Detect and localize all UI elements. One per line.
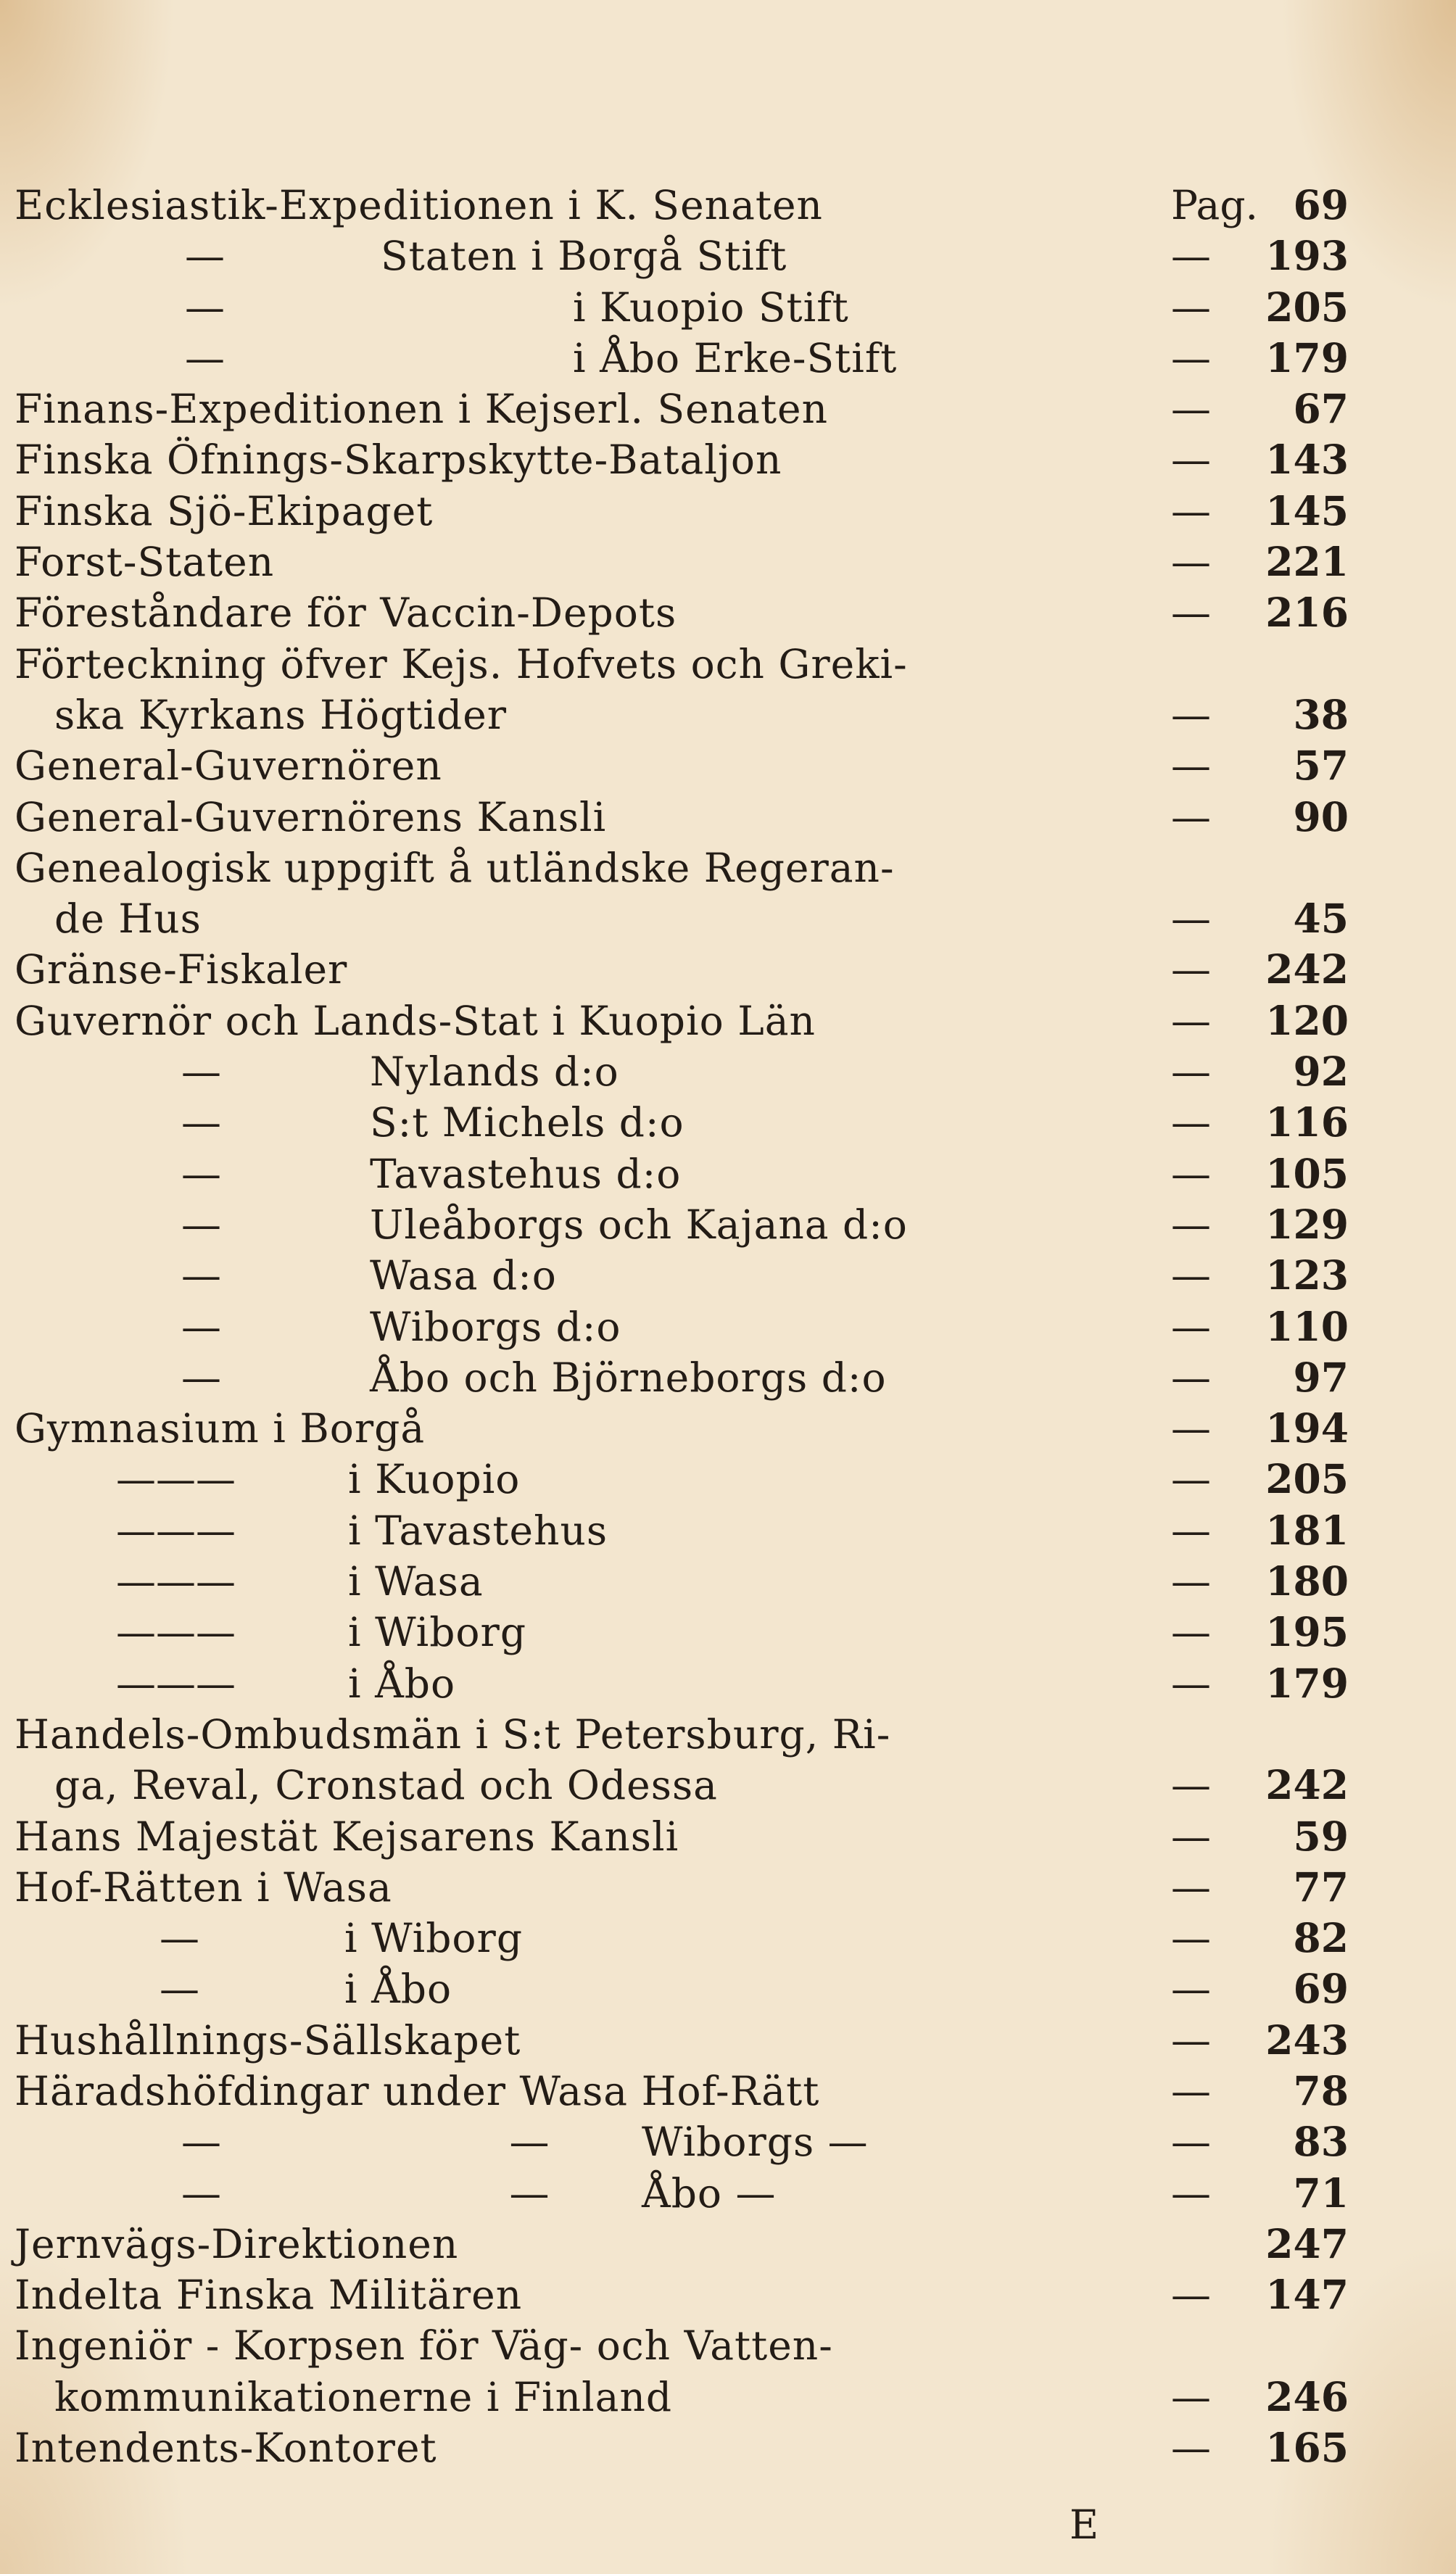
- entry-text: General-Guvernörens Kansli: [15, 793, 607, 840]
- index-entry: [15, 537, 1443, 587]
- entry-label: [348, 1505, 608, 1556]
- entry-text: Finska Öfnings-Skarpskytte-Bataljon: [15, 436, 782, 484]
- page-number: 165: [1265, 2424, 1349, 2472]
- page-ditto-dash: —: [1171, 742, 1211, 790]
- entry-label: [15, 2015, 521, 2066]
- index-entry: [15, 1862, 1443, 1913]
- entry-text: Åbo —: [642, 2169, 777, 2217]
- index-entry: [15, 792, 1443, 843]
- entry-label: [348, 1556, 484, 1607]
- entry-label: [370, 1149, 681, 1199]
- index-entry: [15, 2015, 1443, 2066]
- index-entry: [15, 384, 1443, 434]
- entry-label: [370, 1352, 887, 1403]
- entry-label: [15, 740, 442, 791]
- page-number: 243: [1265, 2016, 1349, 2064]
- entry-text: General-Guvernören: [15, 742, 442, 790]
- index-entry: [15, 2422, 1443, 2473]
- page-ditto-dash: —: [1171, 946, 1211, 993]
- index-entry: [15, 1403, 1443, 1454]
- entry-text: Häradshöfdingar under Wasa Hof-Rätt: [15, 2067, 820, 2114]
- entry-label: [348, 1454, 520, 1505]
- page-number: 147: [1265, 2271, 1349, 2319]
- entry-text: Indelta Finska Militären: [15, 2272, 523, 2319]
- entry-label: [15, 587, 677, 638]
- page-number: 110: [1265, 1302, 1349, 1350]
- entry-text: i Kuopio Stift: [573, 284, 849, 331]
- index-entry: [15, 2168, 1443, 2219]
- page-number: 82: [1293, 1914, 1349, 1962]
- page-ditto-dash: —: [1171, 895, 1211, 943]
- entry-text: Forst-Staten: [15, 539, 275, 586]
- page-ditto-dash: —: [1171, 691, 1211, 738]
- index-entry: [15, 333, 1443, 384]
- entry-label: [15, 2269, 522, 2320]
- entry-text-continued: ga, Reval, Cronstad och Odessa: [54, 1762, 718, 1809]
- entry-label: [15, 2219, 458, 2269]
- index-entry: [15, 2116, 1443, 2167]
- page-ditto-dash: —: [1171, 2169, 1211, 2217]
- page-number: 143: [1265, 436, 1349, 484]
- index-entry: [15, 1097, 1443, 1148]
- index-entry: [15, 282, 1443, 333]
- index-entry: [15, 1658, 1443, 1709]
- index-entry: [15, 1046, 1443, 1097]
- entry-text: Handels-Ombudsmän i S:t Petersburg, Ri-: [15, 1710, 891, 1758]
- index-entry: [15, 1607, 1443, 1658]
- index-entry: [15, 486, 1443, 537]
- ditto-dash: —: [181, 1150, 221, 1197]
- entry-text-continued: ska Kyrkans Högtider: [54, 691, 508, 738]
- index-entry: [15, 180, 1443, 231]
- index-entry: [15, 1913, 1443, 1963]
- ditto-dash: —: [185, 233, 225, 280]
- index-entry: [15, 1556, 1443, 1607]
- page-ditto-dash: —: [1171, 2119, 1211, 2166]
- entry-label: [15, 1403, 425, 1454]
- page-ditto-dash: —: [1171, 589, 1211, 637]
- entry-label: [381, 231, 787, 281]
- entry-label: [15, 944, 347, 995]
- page-number: 194: [1265, 1404, 1349, 1452]
- page-number: 105: [1265, 1149, 1349, 1197]
- entry-label: [15, 2422, 437, 2473]
- page-number: 78: [1293, 2066, 1349, 2114]
- entry-text: Hof-Rätten i Wasa: [15, 1863, 392, 1911]
- entry-text: Förteckning öfver Kejs. Hofvets och Greki-: [15, 640, 908, 687]
- ditto-dash: —: [181, 1201, 221, 1248]
- ditto-dash: —: [181, 1354, 221, 1401]
- entry-text-continued: kommunikationerne i Finland: [54, 2373, 673, 2420]
- signature-mark: E: [1070, 2501, 1099, 2548]
- page-ditto-dash: —: [1171, 2373, 1211, 2420]
- page-number: 69: [1293, 181, 1349, 228]
- entry-text: Genealogisk uppgift å utländske Regeran-: [15, 844, 895, 891]
- entry-text: Wiborgs d:o: [370, 1303, 621, 1350]
- entry-label: [573, 282, 849, 333]
- entry-label: [642, 2168, 777, 2219]
- index-entry: [15, 1454, 1443, 1505]
- page-number: 83: [1293, 2118, 1349, 2166]
- page-ditto-dash: —: [1171, 1252, 1211, 1299]
- index-entry: [15, 1199, 1443, 1250]
- entry-text: i Kuopio: [348, 1456, 521, 1503]
- index-entry: [15, 2066, 1443, 2116]
- page-number: 247: [1265, 2219, 1349, 2267]
- entry-text: Jernvägs-Direktionen: [15, 2220, 459, 2267]
- page-ditto-dash: —: [1171, 2016, 1211, 2064]
- page-ditto-dash: —: [1171, 1609, 1211, 1656]
- page-label: Pag.: [1171, 182, 1259, 228]
- page-number: 195: [1265, 1608, 1349, 1656]
- entry-label: [15, 639, 908, 738]
- index-entry: [15, 1709, 1443, 1811]
- page-number: 57: [1293, 742, 1349, 790]
- page-ditto-dash: —: [1171, 1762, 1211, 1809]
- page-number: 67: [1293, 385, 1349, 433]
- entry-label: [15, 2066, 819, 2116]
- page-number: 45: [1293, 895, 1349, 943]
- index-entry: [15, 1963, 1443, 2014]
- entry-text-continued: de Hus: [54, 895, 202, 943]
- index-entry: [15, 639, 1443, 741]
- page-ditto-dash: —: [1171, 1099, 1211, 1146]
- entry-label: [344, 1913, 523, 1963]
- page-ditto-dash: —: [1171, 1405, 1211, 1452]
- page-ditto-dash: —: [1171, 997, 1211, 1044]
- index-entry: [15, 2219, 1443, 2269]
- page-ditto-dash: —: [1171, 1303, 1211, 1350]
- page-number: 59: [1293, 1812, 1349, 1860]
- entry-text: Ingeniör - Korpsen för Väg- och Vatten-: [15, 2322, 833, 2370]
- entry-label: [15, 384, 828, 434]
- entry-text: Finska Sjö-Ekipaget: [15, 487, 434, 534]
- entry-label: [370, 1199, 908, 1250]
- page-ditto-dash: —: [1171, 1201, 1211, 1248]
- page-number: 77: [1293, 1863, 1349, 1911]
- page-ditto-dash: —: [1171, 1660, 1211, 1707]
- page-number: 145: [1265, 487, 1349, 534]
- page-ditto-dash: —: [1171, 1966, 1211, 2013]
- index-entry: [15, 1302, 1443, 1352]
- entry-text: Wiborgs —: [642, 2119, 869, 2166]
- page-ditto-dash: —: [1171, 334, 1211, 381]
- entry-text: Uleåborgs och Kajana d:o: [370, 1201, 908, 1248]
- page-number: 179: [1265, 1659, 1349, 1707]
- entry-label: [370, 1046, 619, 1097]
- entry-label: [15, 180, 823, 231]
- page-number: 246: [1265, 2372, 1349, 2420]
- ditto-dash: ———: [116, 1660, 236, 1707]
- entry-text: Nylands d:o: [370, 1048, 619, 1096]
- ditto-dash: —: [181, 1252, 221, 1299]
- page-number: 181: [1265, 1506, 1349, 1554]
- entry-text: Intendents-Kontoret: [15, 2425, 437, 2472]
- page-number: 129: [1265, 1200, 1349, 1248]
- page-ditto-dash: —: [1171, 1863, 1211, 1911]
- page-ditto-dash: —: [1171, 1915, 1211, 1962]
- entry-text: Gymnasium i Borgå: [15, 1405, 426, 1452]
- page-number: 216: [1265, 589, 1349, 637]
- ditto-dash: ———: [116, 1507, 236, 1554]
- ditto-dash: —: [181, 1303, 221, 1350]
- index-entry: [15, 1811, 1443, 1862]
- index-entry: [15, 843, 1443, 945]
- page-number: 120: [1265, 996, 1349, 1044]
- page-ditto-dash: —: [1171, 1507, 1211, 1554]
- index-entry: [15, 1505, 1443, 1556]
- entry-text: Staten i Borgå Stift: [381, 233, 787, 280]
- page-ditto-dash: —: [1171, 233, 1211, 280]
- entry-text: Hushållnings-Sällskapet: [15, 2016, 521, 2064]
- ditto-dash: —: [160, 1966, 199, 2013]
- page-number: 71: [1293, 2169, 1349, 2217]
- index-entry: [15, 1149, 1443, 1199]
- entry-text: Wasa d:o: [370, 1252, 557, 1299]
- page-number: 69: [1293, 1965, 1349, 2013]
- page-ditto-dash: —: [1171, 2067, 1211, 2114]
- entry-text: Föreståndare för Vaccin-Depots: [15, 589, 677, 637]
- page-ditto-dash: —: [1171, 2425, 1211, 2472]
- page-ditto-dash: —: [1171, 1558, 1211, 1605]
- entry-text: i Wiborg: [344, 1915, 524, 1962]
- page-ditto-dash: —: [1171, 436, 1211, 484]
- entry-text: i Åbo: [344, 1966, 452, 2013]
- entry-label: [370, 1302, 621, 1352]
- page-ditto-dash: —: [1171, 2272, 1211, 2319]
- entry-label: [15, 1811, 679, 1862]
- ditto-dash: ———: [116, 1558, 236, 1605]
- entry-text: Finans-Expeditionen i Kejserl. Senaten: [15, 386, 829, 433]
- page-ditto-dash: —: [1171, 1048, 1211, 1096]
- page-number: 221: [1265, 538, 1349, 586]
- entry-label: [15, 434, 782, 485]
- page-ditto-dash: —: [1171, 284, 1211, 331]
- page-number: 193: [1265, 232, 1349, 280]
- ditto-dash: — —: [181, 2119, 550, 2166]
- page-ditto-dash: —: [1171, 1813, 1211, 1860]
- entry-label: [15, 486, 433, 537]
- entry-text: S:t Michels d:o: [370, 1099, 684, 1146]
- entry-label: [573, 333, 897, 384]
- entry-label: [15, 792, 606, 843]
- index-list: [15, 180, 1443, 2473]
- page-number: 97: [1293, 1353, 1349, 1401]
- entry-text: i Åbo: [348, 1660, 456, 1707]
- page-number: 179: [1265, 334, 1349, 381]
- page-ditto-dash: —: [1171, 1150, 1211, 1197]
- entry-text: i Wiborg: [348, 1609, 527, 1656]
- entry-text: Åbo och Björneborgs d:o: [370, 1354, 887, 1401]
- page-ditto-dash: —: [1171, 1456, 1211, 1503]
- entry-text: Hans Majestät Kejsarens Kansli: [15, 1813, 679, 1860]
- entry-label: [15, 537, 274, 587]
- entry-label: [370, 1097, 684, 1148]
- ditto-dash: ———: [116, 1609, 236, 1656]
- ditto-dash: —: [160, 1915, 199, 1962]
- ditto-dash: —: [181, 1099, 221, 1146]
- index-entry: [15, 740, 1443, 791]
- ditto-dash: —: [185, 334, 225, 381]
- entry-text: i Åbo Erke-Stift: [573, 334, 898, 381]
- index-entry: [15, 587, 1443, 638]
- entry-text: Tavastehus d:o: [370, 1150, 682, 1197]
- index-entry: [15, 2269, 1443, 2320]
- index-entry: [15, 1250, 1443, 1301]
- ditto-dash: —: [185, 284, 225, 331]
- ditto-dash: — —: [181, 2169, 550, 2217]
- index-entry: [15, 434, 1443, 485]
- entry-label: [15, 1862, 392, 1913]
- index-entry: [15, 231, 1443, 281]
- page-number: 116: [1265, 1098, 1349, 1146]
- index-entry: [15, 1352, 1443, 1403]
- page-number: 90: [1293, 793, 1349, 840]
- ditto-dash: ———: [116, 1456, 236, 1503]
- page-number: 180: [1265, 1557, 1349, 1605]
- entry-label: [370, 1250, 557, 1301]
- page-number: 242: [1265, 1761, 1349, 1809]
- entry-label: [348, 1607, 526, 1658]
- page-number: 92: [1293, 1048, 1349, 1096]
- entry-label: [15, 1709, 891, 1809]
- entry-text: i Wasa: [348, 1558, 484, 1605]
- entry-text: Guvernör och Lands-Stat i Kuopio Län: [15, 997, 816, 1044]
- entry-label: [348, 1658, 455, 1709]
- index-entry: [15, 2320, 1443, 2422]
- entry-label: [344, 1963, 452, 2014]
- page-ditto-dash: —: [1171, 793, 1211, 840]
- index-entry: [15, 944, 1443, 995]
- page-number: 242: [1265, 945, 1349, 993]
- page-number: 38: [1293, 690, 1349, 738]
- index-entry: [15, 996, 1443, 1046]
- entry-label: [15, 843, 895, 943]
- entry-label: [15, 2320, 833, 2420]
- entry-text: Ecklesiastik-Expeditionen i K. Senaten: [15, 182, 823, 228]
- entry-text: i Tavastehus: [348, 1507, 608, 1554]
- ditto-dash: —: [181, 1048, 221, 1096]
- page-ditto-dash: —: [1171, 487, 1211, 534]
- page-ditto-dash: —: [1171, 539, 1211, 586]
- entry-label: [642, 2116, 869, 2167]
- page-ditto-dash: —: [1171, 386, 1211, 433]
- page-ditto-dash: —: [1171, 1354, 1211, 1401]
- page-number: 205: [1265, 283, 1349, 331]
- entry-label: [15, 996, 816, 1046]
- page-number: 205: [1265, 1455, 1349, 1503]
- page-number: 123: [1265, 1251, 1349, 1299]
- entry-text: Gränse-Fiskaler: [15, 946, 348, 993]
